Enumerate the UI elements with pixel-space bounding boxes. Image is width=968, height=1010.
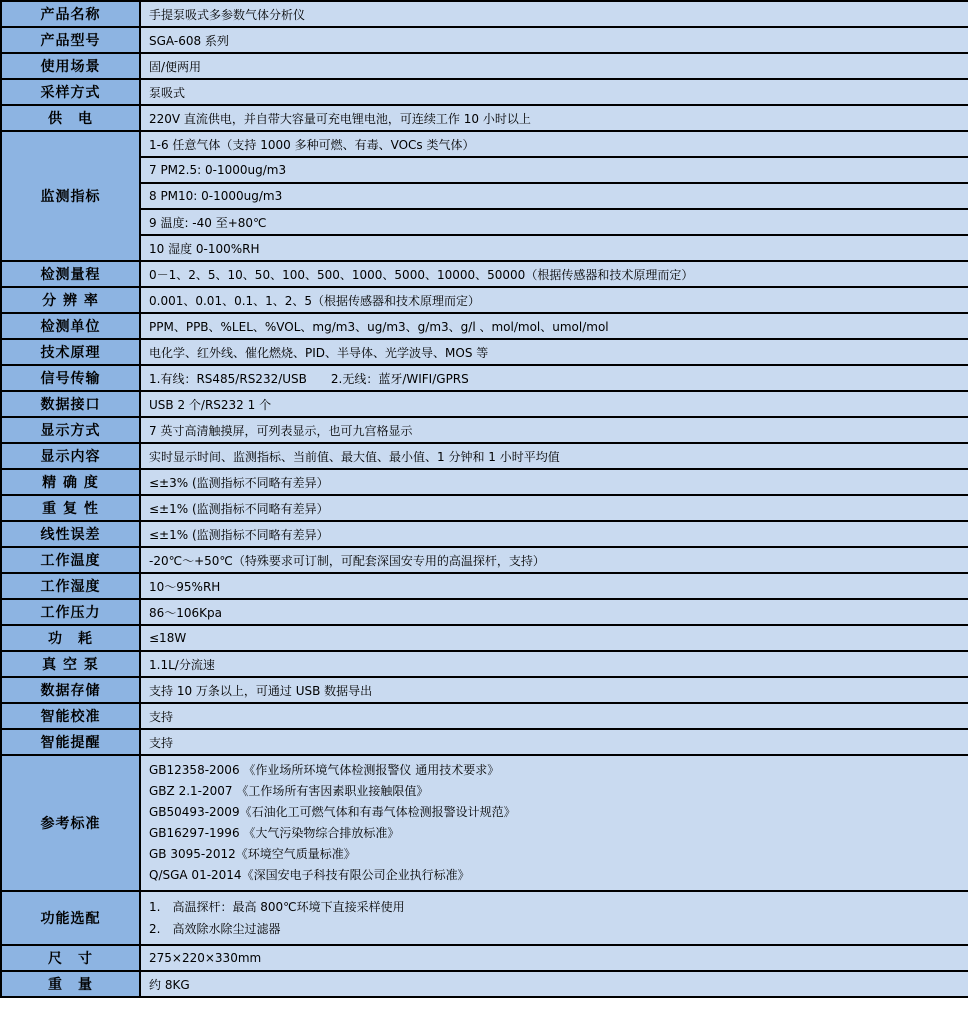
row-data-interface bbox=[1, 391, 968, 417]
monitor-item: 7 PM2.5: 0-1000ug/m3 bbox=[140, 157, 968, 183]
row-value: 220V 直流供电，并自带大容量可充电锂电池，可连续工作 10 小时以上 bbox=[140, 105, 968, 131]
row-signal-transmission bbox=[1, 365, 968, 391]
row-smart-reminder bbox=[1, 729, 968, 755]
row-working-pressure bbox=[1, 599, 968, 625]
row-value: 手提泵吸式多参数气体分析仪 bbox=[140, 1, 968, 27]
standard-item: GB12358-2006 《作业场所环境气体检测报警仪 通用技术要求》 bbox=[149, 763, 500, 777]
row-value: ≤18W bbox=[140, 625, 968, 651]
row-weight bbox=[1, 971, 968, 997]
row-label: 功 耗 bbox=[1, 625, 140, 651]
row-optional-features bbox=[1, 891, 968, 945]
row-label: 产品名称 bbox=[1, 1, 140, 27]
row-label: 工作温度 bbox=[1, 547, 140, 573]
row-repeatability bbox=[1, 495, 968, 521]
row-label: 重 复 性 bbox=[1, 495, 140, 521]
row-value: 支持 10 万条以上，可通过 USB 数据导出 bbox=[140, 677, 968, 703]
row-label: 功能选配 bbox=[1, 891, 140, 945]
row-accuracy bbox=[1, 469, 968, 495]
row-label: 检测量程 bbox=[1, 261, 140, 287]
row-sampling-method bbox=[1, 79, 968, 105]
row-power-supply bbox=[1, 105, 968, 131]
monitor-item: 8 PM10: 0-1000ug/m3 bbox=[140, 183, 968, 209]
row-value: 7 英寸高清触摸屏，可列表显示，也可九宫格显示 bbox=[140, 417, 968, 443]
row-value: ≤±1% (监测指标不同略有差异） bbox=[140, 495, 968, 521]
row-monitor-indicators bbox=[1, 183, 968, 209]
row-value: 0－1、2、5、10、50、100、500、1000、5000、10000、50000（根据传感器和技术原理而定） bbox=[140, 261, 968, 287]
row-value: 1.有线：RS485/RS232/USB 2.无线：蓝牙/WIFI/GPRS bbox=[140, 365, 968, 391]
row-value: 支持 bbox=[140, 703, 968, 729]
row-label: 使用场景 bbox=[1, 53, 140, 79]
row-label: 智能校准 bbox=[1, 703, 140, 729]
row-reference-standards bbox=[1, 755, 968, 891]
row-label: 参考标准 bbox=[1, 755, 140, 891]
monitor-item: 9 温度: -40 至+80℃ bbox=[140, 209, 968, 235]
row-value: 1.1L/分流速 bbox=[140, 651, 968, 677]
monitor-item: 10 湿度 0-100%RH bbox=[140, 235, 968, 261]
row-value: 0.001、0.01、0.1、1、2、5（根据传感器和技术原理而定） bbox=[140, 287, 968, 313]
standards-list bbox=[140, 755, 968, 891]
row-product-name bbox=[1, 1, 968, 27]
row-resolution bbox=[1, 287, 968, 313]
row-display-mode bbox=[1, 417, 968, 443]
row-label: 检测单位 bbox=[1, 313, 140, 339]
row-data-storage bbox=[1, 677, 968, 703]
row-label: 真 空 泵 bbox=[1, 651, 140, 677]
standard-item: GBZ 2.1-2007 《工作场所有害因素职业接触限值》 bbox=[149, 784, 429, 798]
row-label: 监测指标 bbox=[1, 131, 140, 261]
row-detection-range bbox=[1, 261, 968, 287]
option-item: 2. 高效除水除尘过滤器 bbox=[149, 922, 281, 936]
row-label: 工作湿度 bbox=[1, 573, 140, 599]
options-list bbox=[140, 891, 968, 945]
row-value: 275×220×330mm bbox=[140, 945, 968, 971]
row-detection-unit bbox=[1, 313, 968, 339]
row-value: ≤±1% (监测指标不同略有差异） bbox=[140, 521, 968, 547]
row-power-consumption bbox=[1, 625, 968, 651]
row-label: 智能提醒 bbox=[1, 729, 140, 755]
row-value: 固/便两用 bbox=[140, 53, 968, 79]
row-value: SGA-608 系列 bbox=[140, 27, 968, 53]
row-label: 工作压力 bbox=[1, 599, 140, 625]
row-label: 显示内容 bbox=[1, 443, 140, 469]
row-value: 泵吸式 bbox=[140, 79, 968, 105]
row-value: USB 2 个/RS232 1 个 bbox=[140, 391, 968, 417]
row-value: 实时显示时间、监测指标、当前值、最大值、最小值、1 分钟和 1 小时平均值 bbox=[140, 443, 968, 469]
row-label: 采样方式 bbox=[1, 79, 140, 105]
row-value: -20℃～+50℃（特殊要求可订制，可配套深国安专用的高温探杆，支持） bbox=[140, 547, 968, 573]
row-label: 信号传输 bbox=[1, 365, 140, 391]
row-value: PPM、PPB、%LEL、%VOL、mg/m3、ug/m3、g/m3、g/l 、mol/mol、umol/mol bbox=[140, 313, 968, 339]
option-item: 1. 高温探杆：最高 800℃环境下直接采样使用 bbox=[149, 900, 405, 914]
row-label: 技术原理 bbox=[1, 339, 140, 365]
row-working-temperature bbox=[1, 547, 968, 573]
row-value: 约 8KG bbox=[140, 971, 968, 997]
row-label: 显示方式 bbox=[1, 417, 140, 443]
row-monitor-indicators bbox=[1, 209, 968, 235]
row-technical-principle bbox=[1, 339, 968, 365]
row-label: 数据存储 bbox=[1, 677, 140, 703]
row-label: 精 确 度 bbox=[1, 469, 140, 495]
row-smart-calibration bbox=[1, 703, 968, 729]
row-linearity-error bbox=[1, 521, 968, 547]
standard-item: GB50493-2009《石油化工可燃气体和有毒气体检测报警设计规范》 bbox=[149, 805, 516, 819]
row-working-humidity bbox=[1, 573, 968, 599]
row-monitor-indicators bbox=[1, 157, 968, 183]
row-value: 10～95%RH bbox=[140, 573, 968, 599]
row-value: ≤±3% (监测指标不同略有差异） bbox=[140, 469, 968, 495]
row-dimensions bbox=[1, 945, 968, 971]
row-value: 电化学、红外线、催化燃烧、PID、半导体、光学波导、MOS 等 bbox=[140, 339, 968, 365]
row-monitor-indicators bbox=[1, 235, 968, 261]
row-monitor-indicators bbox=[1, 131, 968, 157]
row-label: 线性误差 bbox=[1, 521, 140, 547]
row-value: 支持 bbox=[140, 729, 968, 755]
row-product-model bbox=[1, 27, 968, 53]
row-value: 86～106Kpa bbox=[140, 599, 968, 625]
standard-item: GB 3095-2012《环境空气质量标准》 bbox=[149, 847, 356, 861]
row-label: 分 辨 率 bbox=[1, 287, 140, 313]
row-label: 尺 寸 bbox=[1, 945, 140, 971]
standard-item: Q/SGA 01-2014《深国安电子科技有限公司企业执行标准》 bbox=[149, 868, 470, 882]
row-display-content bbox=[1, 443, 968, 469]
row-usage-scenario bbox=[1, 53, 968, 79]
row-vacuum-pump bbox=[1, 651, 968, 677]
standard-item: GB16297-1996 《大气污染物综合排放标准》 bbox=[149, 826, 400, 840]
row-label: 重 量 bbox=[1, 971, 140, 997]
monitor-item: 1-6 任意气体（支持 1000 多种可燃、有毒、VOCs 类气体） bbox=[140, 131, 968, 157]
row-label: 供 电 bbox=[1, 105, 140, 131]
row-label: 产品型号 bbox=[1, 27, 140, 53]
row-label: 数据接口 bbox=[1, 391, 140, 417]
